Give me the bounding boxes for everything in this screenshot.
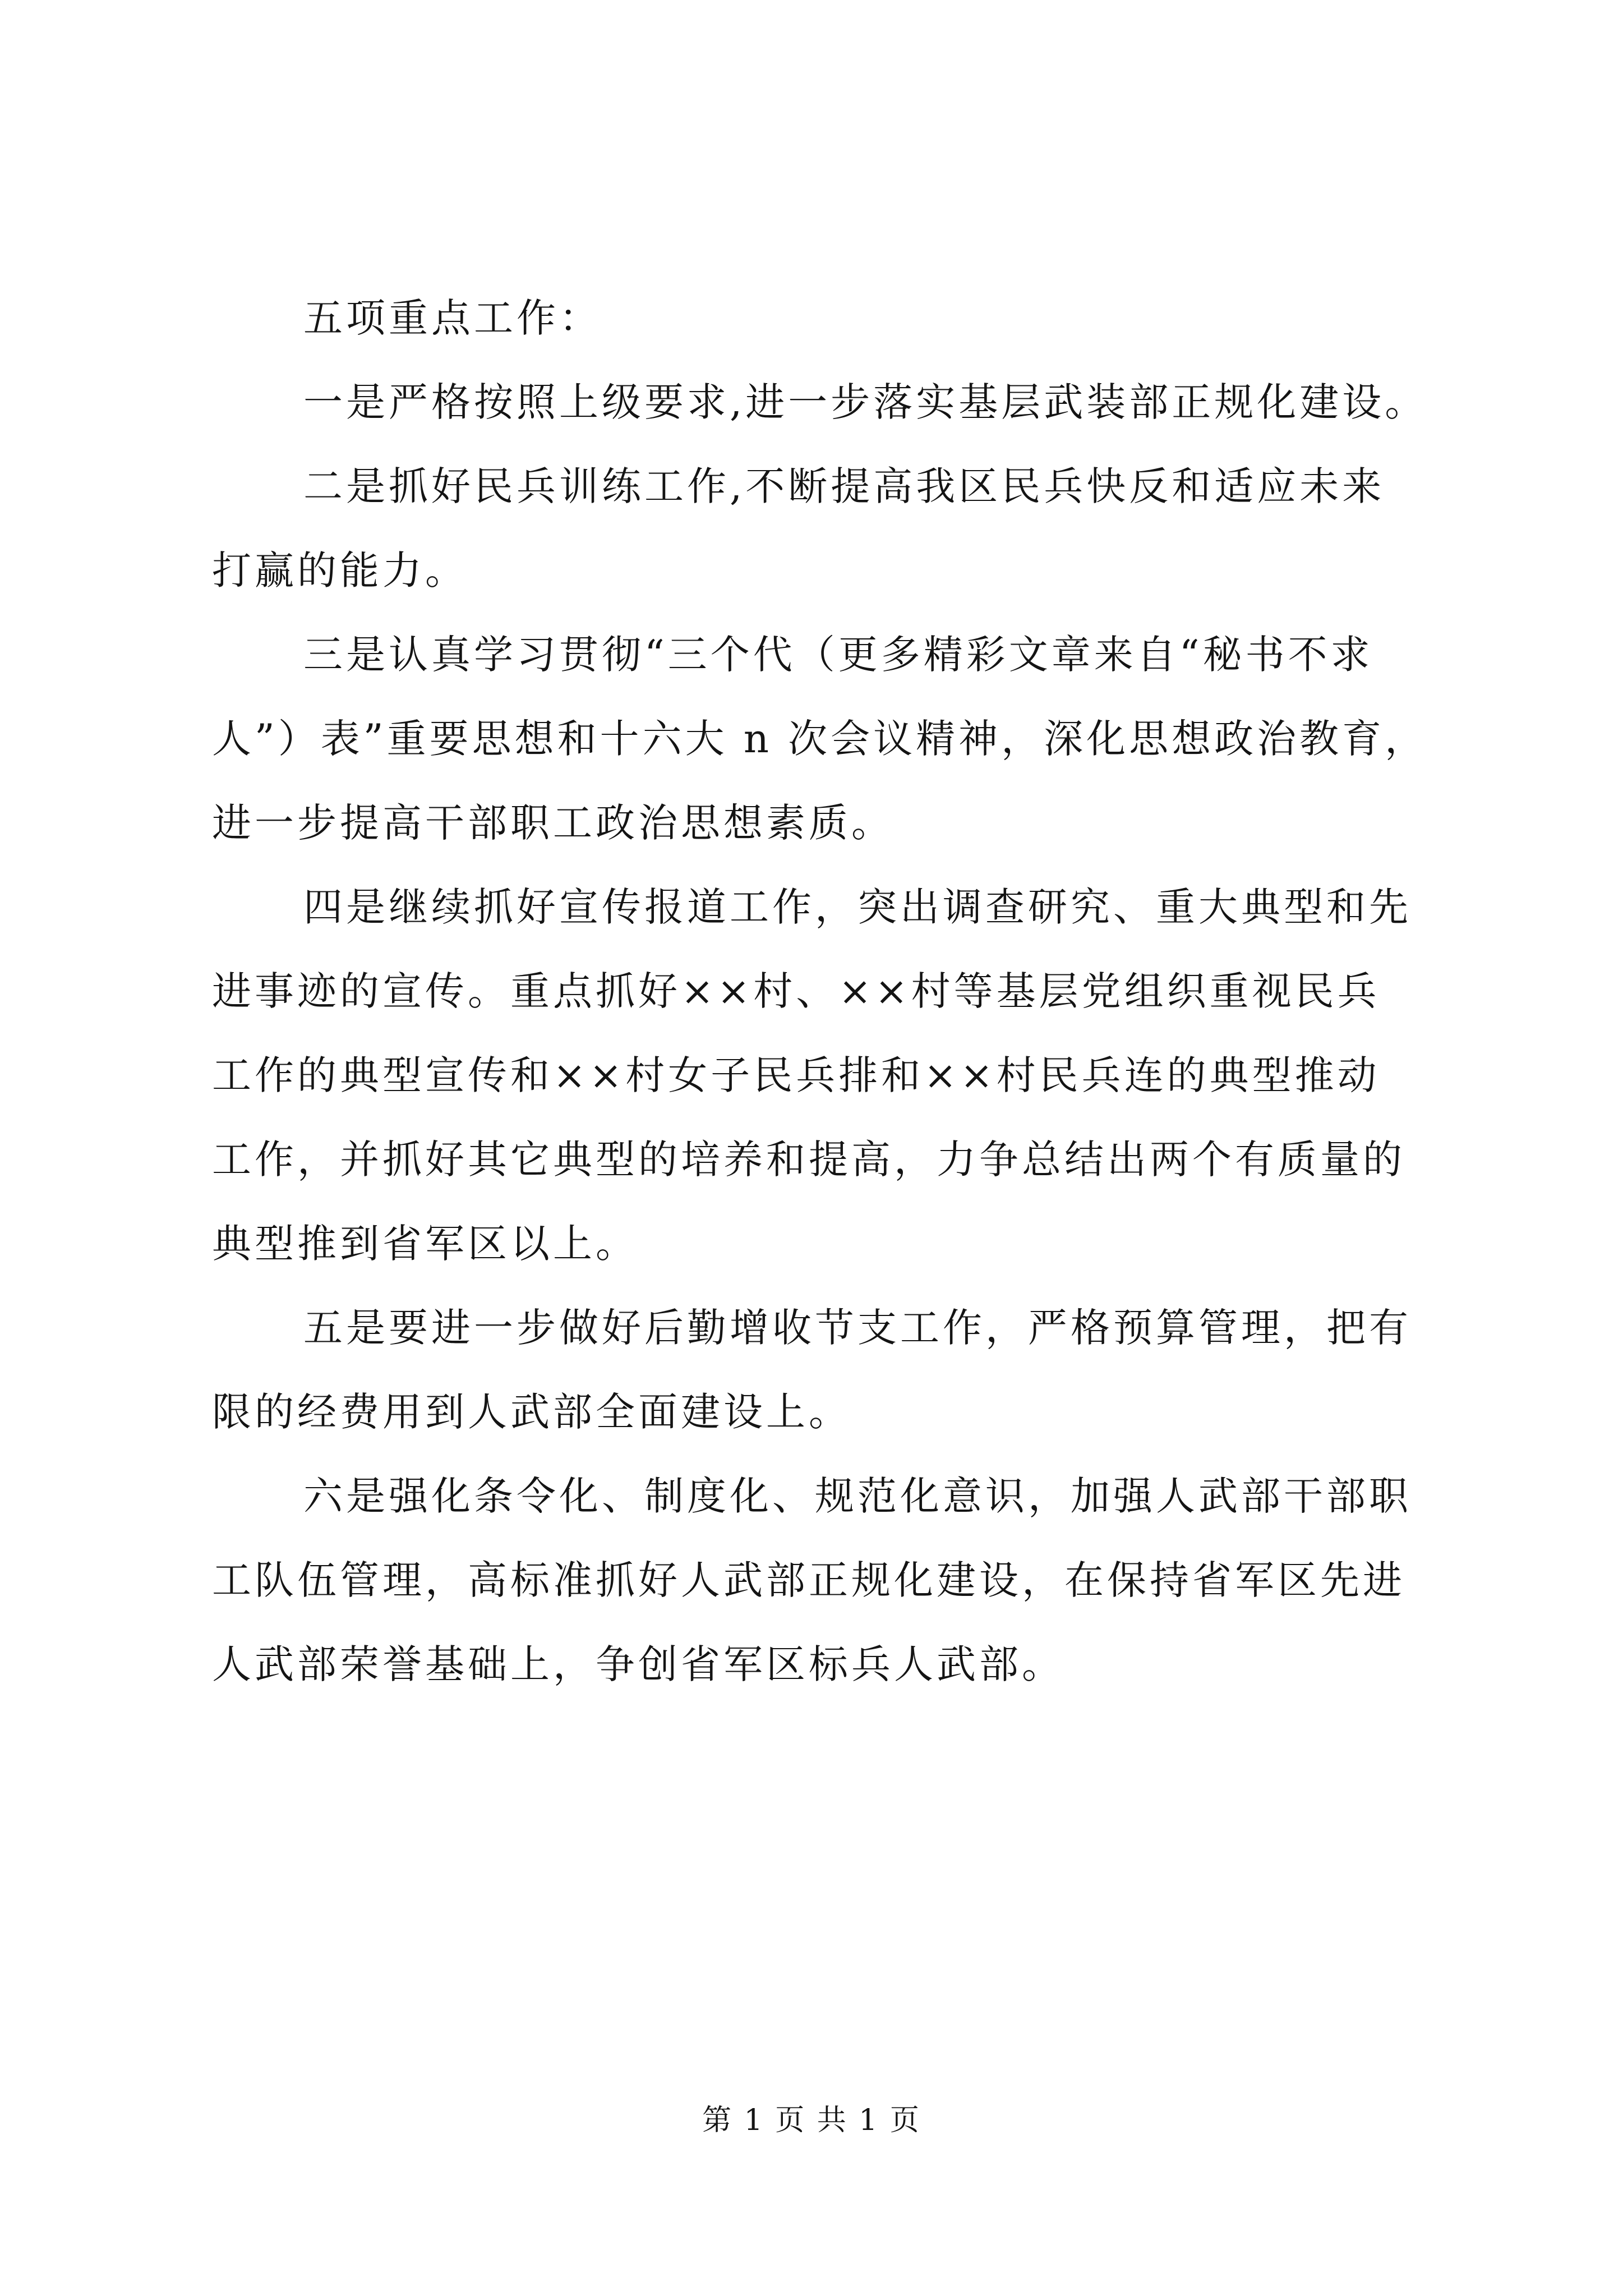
paragraph-1-line-1: 一是严格按照上级要求,进一步落实基层武装部正规化建设。 — [303, 379, 1428, 425]
page-footer: 第 1 页 共 1 页 — [702, 2104, 921, 2137]
paragraph-3-line-2: 人”）表”重要思想和十六大 n 次会议精神，深化思想政治教育， — [212, 716, 1428, 762]
paragraph-5-line-1: 五是要进一步做好后勤增收节支工作，严格预算管理，把有 — [303, 1305, 1412, 1351]
paragraph-6-line-1: 六是强化条令化、制度化、规范化意识，加强人武部干部职 — [303, 1473, 1412, 1519]
paragraph-3-line-3: 进一步提高干部职工政治思想素质。 — [212, 800, 894, 846]
paragraph-4-line-1: 四是继续抓好宣传报道工作，突出调查研究、重大典型和先 — [303, 884, 1412, 930]
paragraph-2-line-1: 二是抓好民兵训练工作,不断提高我区民兵快反和适应未来 — [303, 463, 1385, 509]
paragraph-5-line-2: 限的经费用到人武部全面建设上。 — [212, 1389, 851, 1435]
paragraph-4-line-3: 工作的典型宣传和××村女子民兵排和××村民兵连的典型推动 — [212, 1052, 1380, 1098]
paragraph-6-line-3: 人武部荣誉基础上，争创省军区标兵人武部。 — [212, 1641, 1064, 1687]
paragraph-4-line-5: 典型推到省军区以上。 — [212, 1221, 638, 1267]
paragraph-4-line-4: 工作，并抓好其它典型的培养和提高，力争总结出两个有质量的 — [212, 1137, 1405, 1182]
paragraph-2-line-2: 打赢的能力。 — [212, 547, 468, 593]
paragraph-heading: 五项重点工作： — [303, 295, 602, 341]
paragraph-6-line-2: 工队伍管理，高标准抓好人武部正规化建设，在保持省军区先进 — [212, 1557, 1405, 1603]
paragraph-3-line-1: 三是认真学习贯彻“三个代（更多精彩文章来自“秘书不求 — [303, 632, 1373, 678]
paragraph-4-line-2: 进事迹的宣传。重点抓好××村、××村等基层党组织重视民兵 — [212, 968, 1380, 1014]
